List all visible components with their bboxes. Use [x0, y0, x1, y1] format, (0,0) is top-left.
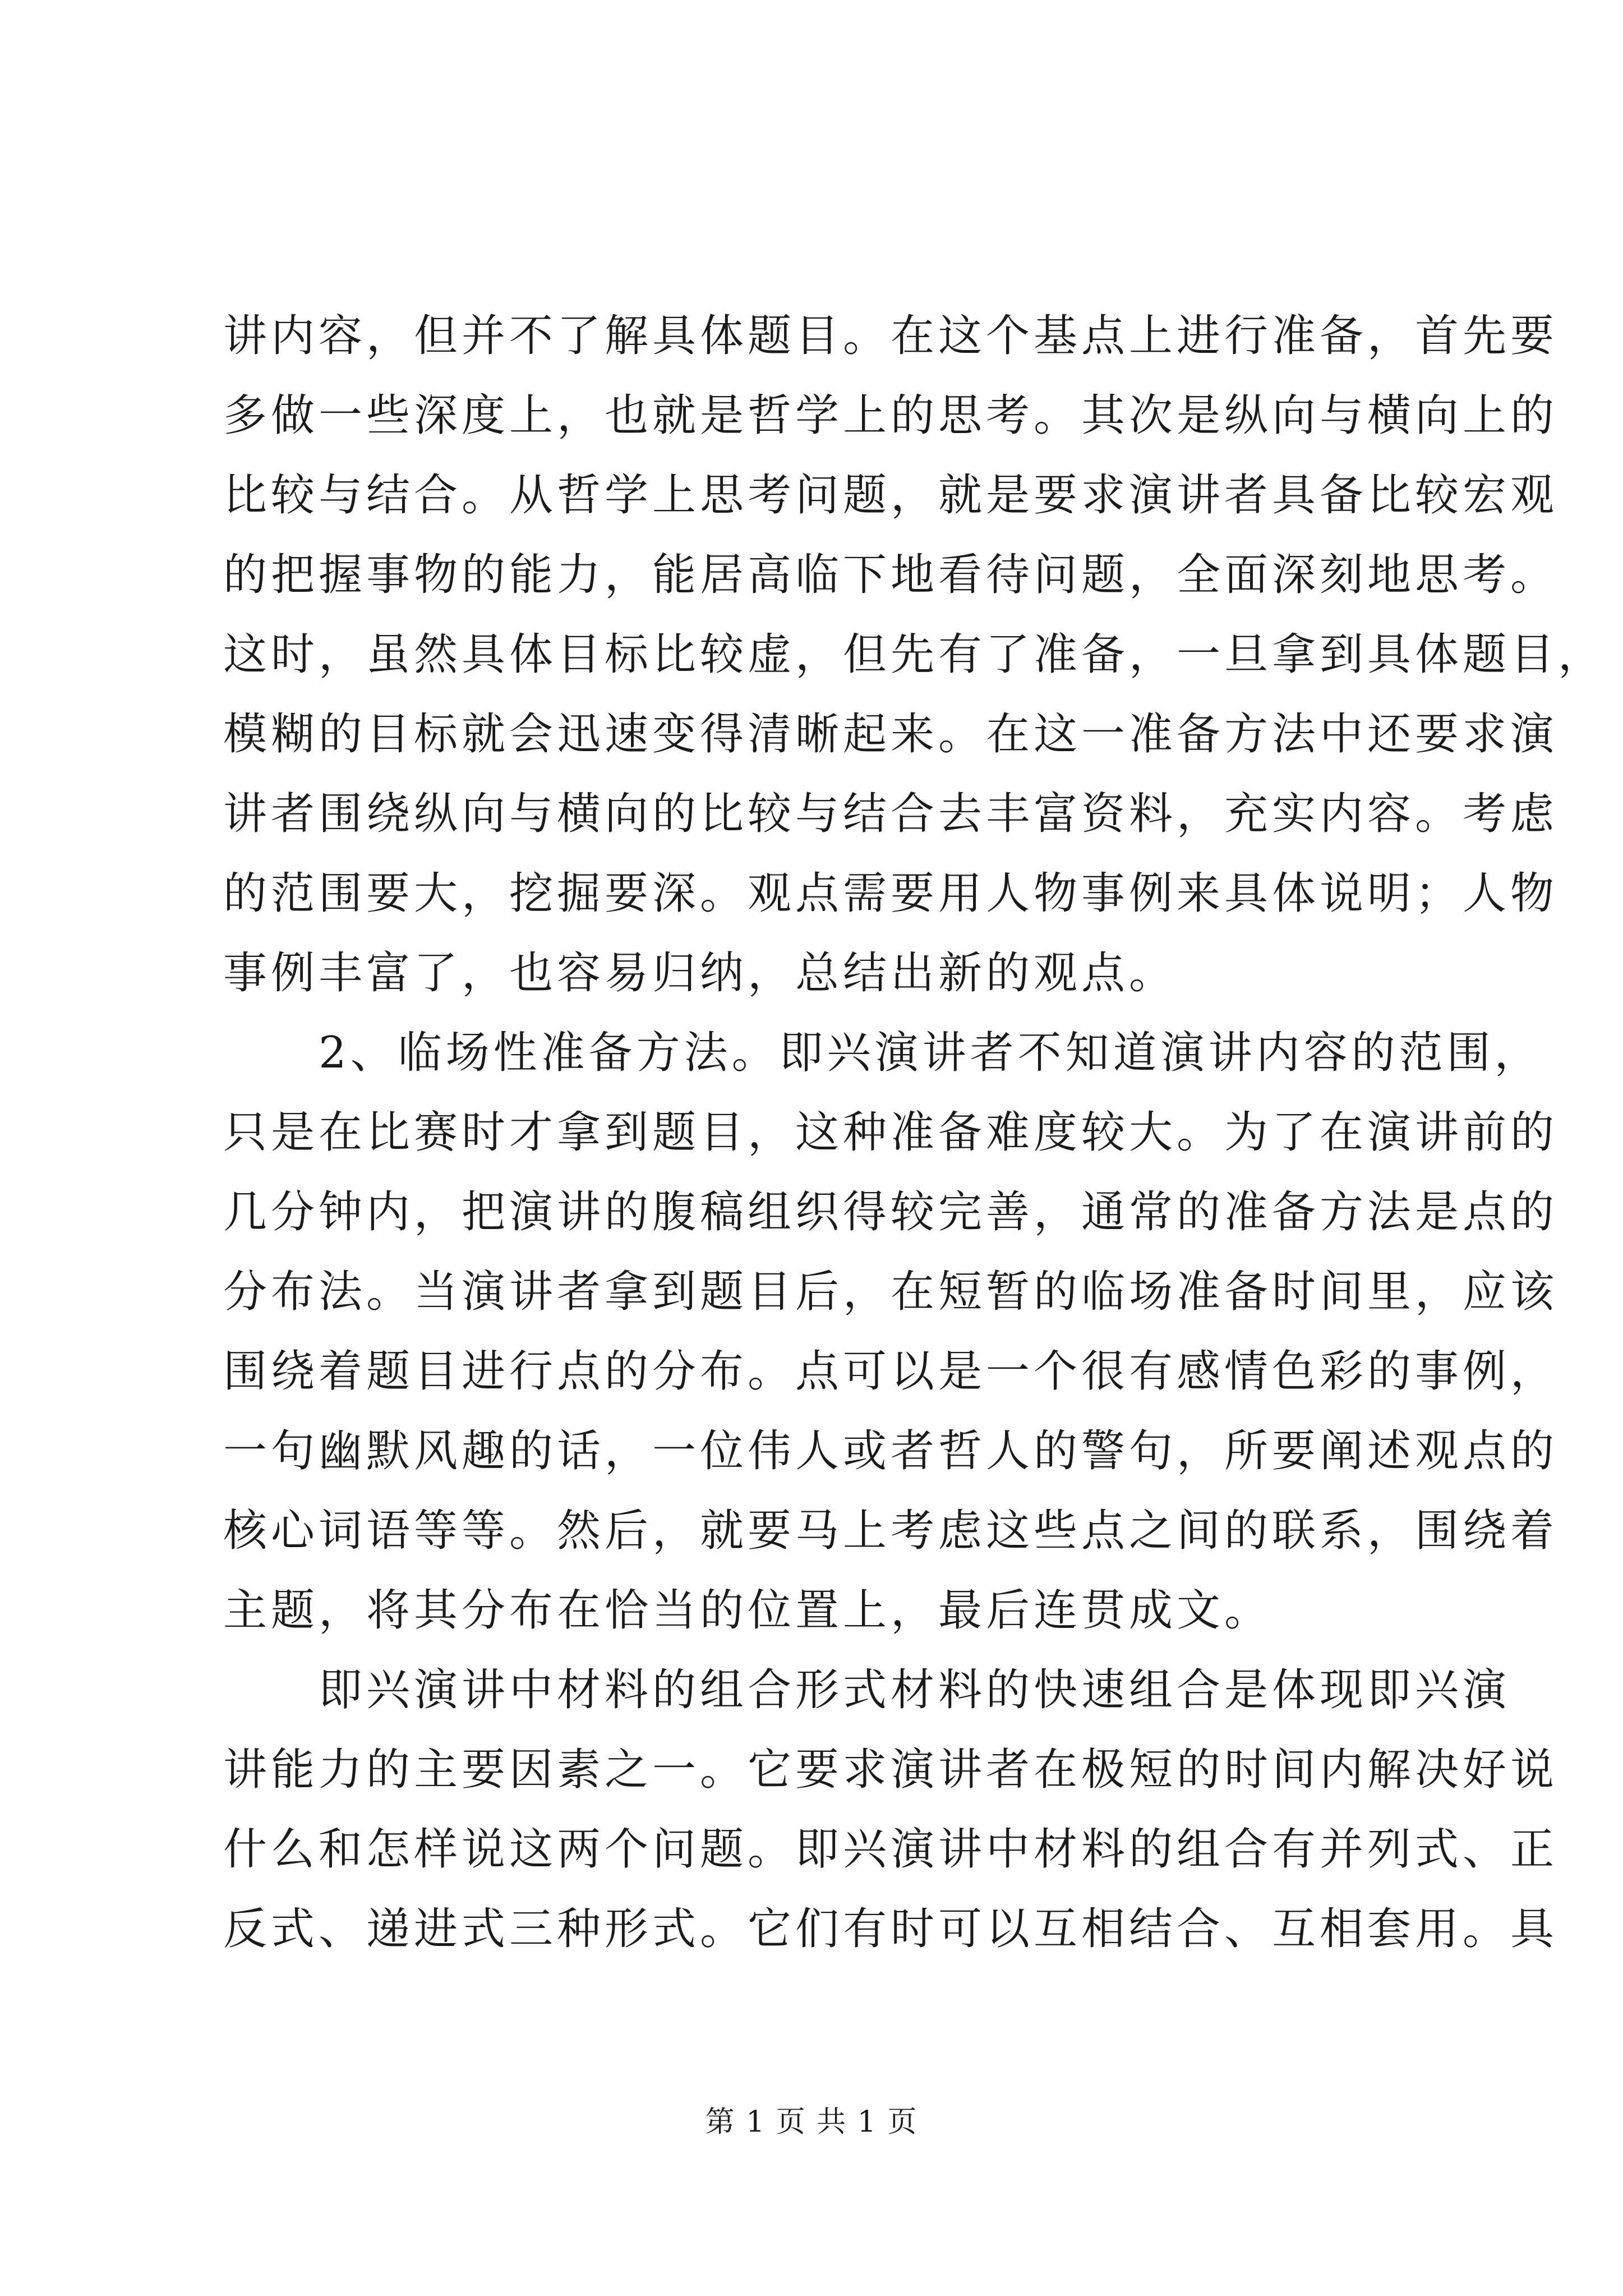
text-line: 2、临场性准备方法。即兴演讲者不知道演讲内容的范围， [223, 1028, 1542, 1078]
text-line: 事例丰富了，也容易归纳，总结出新的观点。 [223, 948, 1177, 999]
text-line: 这时，虽然具体目标比较虚，但先有了准备，一旦拿到具体题目， [223, 629, 1606, 680]
text-line: 一句幽默风趣的话，一位伟人或者哲人的警句，所要阐述观点的 [223, 1426, 1559, 1476]
text-line: 几分钟内，把演讲的腹稿组织得较完善，通常的准备方法是点的 [223, 1187, 1559, 1237]
text-line: 模糊的目标就会迅速变得清晰起来。在这一准备方法中还要求演 [223, 709, 1559, 760]
text-line: 即兴演讲中材料的组合形式材料的快速组合是体现即兴演 [223, 1665, 1511, 1715]
text-line: 只是在比赛时才拿到题目，这种准备难度较大。为了在演讲前的 [223, 1107, 1559, 1158]
text-line: 分布法。当演讲者拿到题目后，在短暂的临场准备时间里，应该 [223, 1267, 1559, 1317]
text-line: 比较与结合。从哲学上思考问题，就是要求演讲者具备比较宏观 [223, 470, 1559, 521]
text-line: 核心词语等等。然后，就要马上考虑这些点之间的联系，围绕着 [223, 1506, 1559, 1556]
text-line: 什么和怎样说这两个问题。即兴演讲中材料的组合有并列式、正 [223, 1824, 1559, 1875]
text-line: 反式、递进式三种形式。它们有时可以互相结合、互相套用。具 [223, 1904, 1559, 1954]
text-line: 的范围要大，挖掘要深。观点需要用人物事例来具体说明；人物 [223, 868, 1559, 919]
text-line: 的把握事物的能力，能居高临下地看待问题，全面深刻地思考。 [223, 550, 1559, 600]
text-line: 讲能力的主要因素之一。它要求演讲者在极短的时间内解决好说 [223, 1745, 1559, 1795]
text-line: 讲内容，但并不了解具体题目。在这个基点上进行准备，首先要 [223, 311, 1559, 361]
text-line: 主题，将其分布在恰当的位置上，最后连贯成文。 [223, 1585, 1272, 1636]
page-footer: 第 1 页 共 1 页 [705, 2105, 918, 2139]
text-line: 多做一些深度上，也就是哲学上的思考。其次是纵向与横向上的 [223, 390, 1559, 441]
text-line: 围绕着题目进行点的分布。点可以是一个很有感情色彩的事例， [223, 1346, 1559, 1397]
body-text [223, 296, 1606, 1969]
text-line: 讲者围绕纵向与横向的比较与结合去丰富资料，充实内容。考虑 [223, 789, 1559, 839]
